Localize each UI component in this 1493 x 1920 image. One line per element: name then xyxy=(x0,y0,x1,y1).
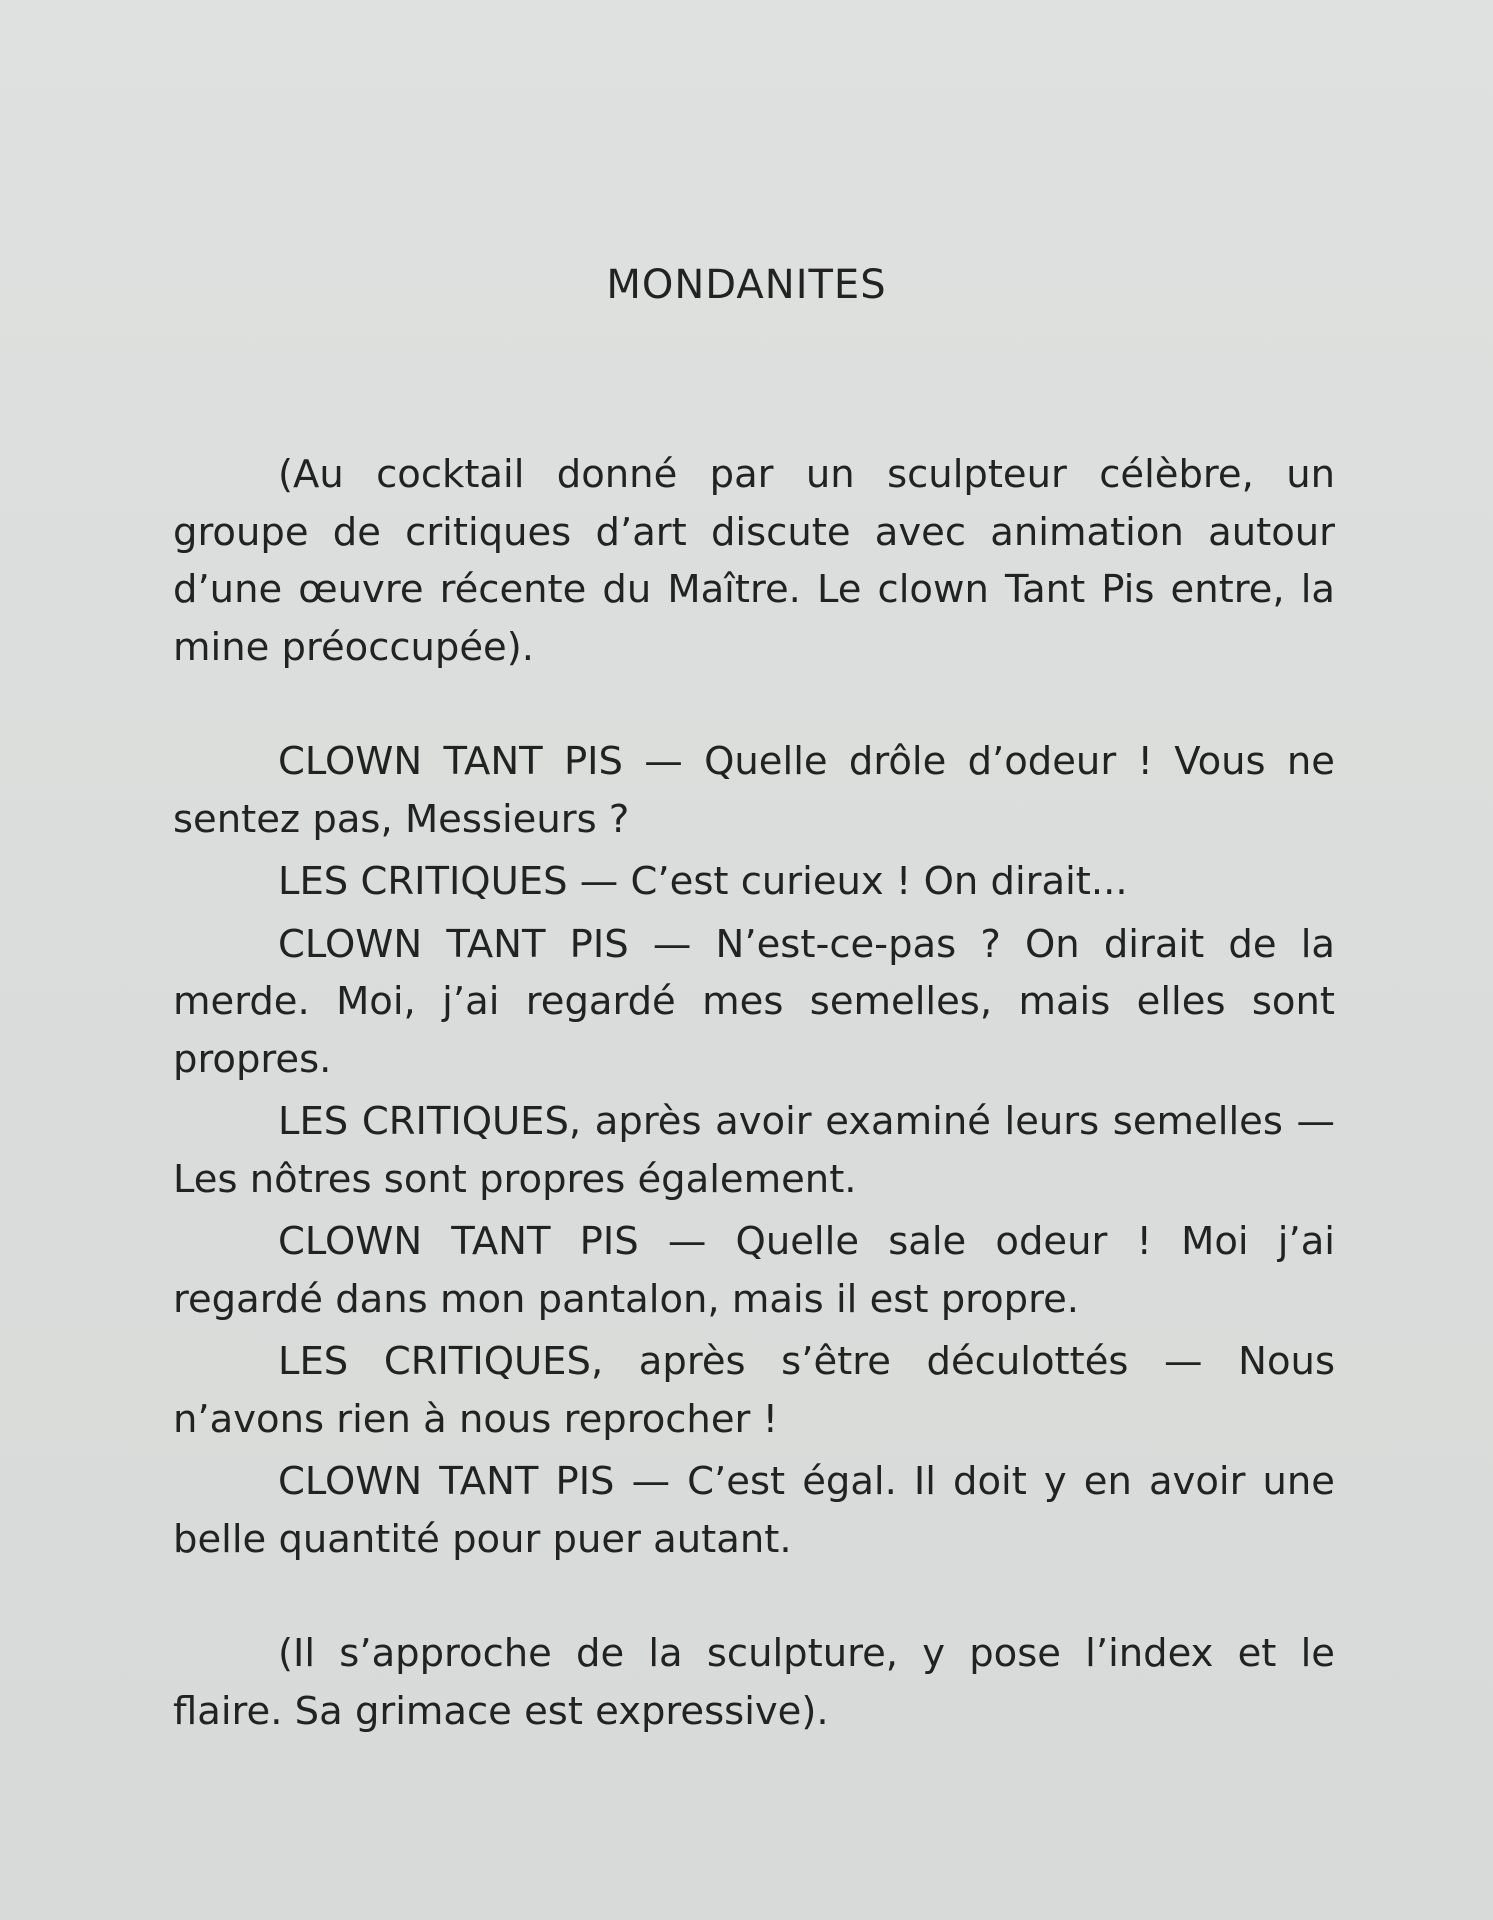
dialogue-paragraph: LES CRITIQUES — C’est curieux ! On dirait... xyxy=(278,859,1128,904)
dialogue-paragraph: CLOWN TANT PIS — C’est égal. Il doit y en avoir une belle quantité pour puer autant. xyxy=(173,1459,1335,1562)
dialogue-paragraph: LES CRITIQUES, après avoir examiné leurs semelles — Les nôtres sont propres également. xyxy=(173,1099,1335,1202)
page-title: MONDANITES xyxy=(606,262,887,308)
body-text xyxy=(173,446,1335,1740)
dialogue-paragraph: LES CRITIQUES, après s’être déculottés — Nous n’avons rien à nous reprocher ! xyxy=(173,1339,1335,1442)
stage-direction-closing: (Il s’approche de la sculpture, y pose l’index et le flaire. Sa grimace est expressive). xyxy=(173,1631,1335,1734)
dialogue-paragraph: CLOWN TANT PIS — N’est-ce-pas ? On dirait de la merde. Moi, j’ai regardé mes semelles, mais elles sont propres. xyxy=(173,921,1335,1082)
stage-direction-opening: (Au cocktail donné par un sculpteur célèbre, un groupe de critiques d’art discute avec animation autour d’une œuvre récente du Maître. Le clown Tant Pis entre, la mine préoccupée). xyxy=(173,452,1335,670)
dialogue-paragraph: CLOWN TANT PIS — Quelle sale odeur ! Moi j’ai regardé dans mon pantalon, mais il est propre. xyxy=(173,1219,1335,1322)
dialogue-paragraph: CLOWN TANT PIS — Quelle drôle d’odeur ! Vous ne sentez pas, Messieurs ? xyxy=(173,739,1335,842)
